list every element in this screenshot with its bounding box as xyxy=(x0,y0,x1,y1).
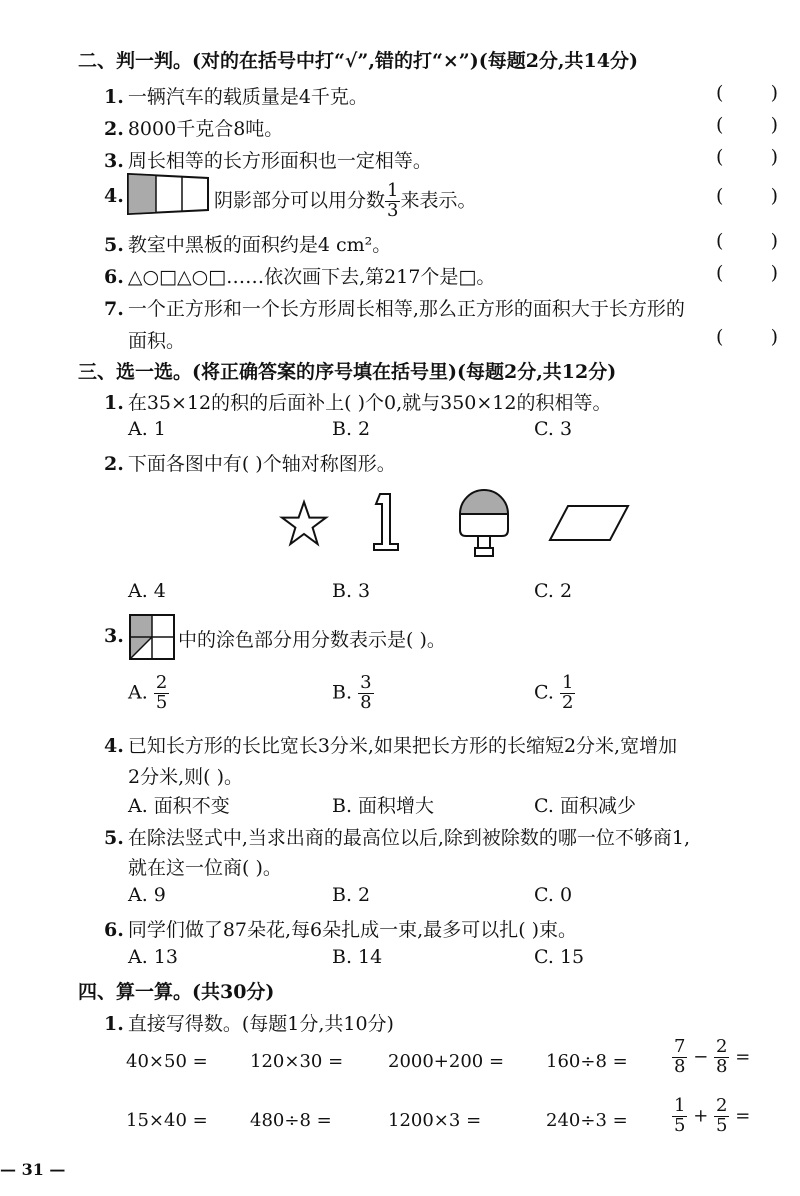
choice-q3-text: 中的涂色部分用分数表示是( )。 xyxy=(178,629,446,651)
choice-q4: 4. 已知长方形的长比宽长3分米,如果把长方形的长缩短2分米,宽增加 xyxy=(104,735,678,757)
judge-item-7: 7. 一个正方形和一个长方形周长相等,那么正方形的面积大于长方形的 xyxy=(104,298,685,320)
choice-q6: 6. 同学们做了87朵花,每6朵扎成一束,最多可以扎( )束。 xyxy=(104,919,578,941)
calc-item-9[interactable]: 240÷3 = xyxy=(546,1110,628,1131)
judge-item-2: 2. 8000千克合8吨。 xyxy=(104,118,284,140)
judge-item-4-text: 阴影部分可以用分数 $\frac{1}{3}$ 来表示。 xyxy=(214,180,477,221)
calc-item-8[interactable]: 1200×3 = xyxy=(388,1110,482,1131)
choice-q5: 5. 在除法竖式中,当求出商的最高位以后,除到被除数的哪一位不够商1, xyxy=(104,827,691,849)
digit-one-figure xyxy=(372,492,406,552)
answer-paren-4[interactable]: ( ) xyxy=(716,185,778,207)
section-4-title: 四、算一算。(共30分) xyxy=(78,981,275,1003)
calc-item-10[interactable]: $\frac{1}{5}$ + $\frac{2}{5}$ = xyxy=(674,1095,751,1136)
judge-item-7-cont: 面积。 xyxy=(128,330,186,352)
shaded-square-figure xyxy=(128,613,178,663)
calc-item-3[interactable]: 2000+200 = xyxy=(388,1051,505,1072)
choice-q3-option-c[interactable]: C. $\frac{1}{2}$ xyxy=(534,672,574,713)
judge-item-1: 1. 一辆汽车的载质量是4千克。 xyxy=(104,86,368,108)
answer-paren-3[interactable]: ( ) xyxy=(716,146,778,168)
answer-paren-5[interactable]: ( ) xyxy=(716,230,778,252)
judge-item-5: 5. 教室中黑板的面积约是4 cm²。 xyxy=(104,234,392,256)
choice-q5-option-b[interactable]: B. 2 xyxy=(332,884,371,906)
star-figure xyxy=(280,500,330,548)
calc-item-6[interactable]: 15×40 = xyxy=(126,1110,208,1131)
answer-paren-1[interactable]: ( ) xyxy=(716,82,778,104)
judge-item-6: 6. △○□△○□……依次画下去,第217个是□。 xyxy=(104,266,496,288)
page-number: — 31 — xyxy=(0,1160,66,1179)
choice-q1-option-b[interactable]: B. 2 xyxy=(332,418,371,440)
choice-q2: 2. 下面各图中有( )个轴对称图形。 xyxy=(104,453,396,475)
judge-item-3: 3. 周长相等的长方形面积也一定相等。 xyxy=(104,150,432,172)
calc-item-1[interactable]: 40×50 = xyxy=(126,1051,208,1072)
calc-item-5[interactable]: $\frac{7}{8}$ − $\frac{2}{8}$ = xyxy=(674,1036,751,1077)
trapezoid-figure xyxy=(126,172,214,218)
answer-paren-7[interactable]: ( ) xyxy=(716,326,778,348)
answer-paren-2[interactable]: ( ) xyxy=(716,114,778,136)
choice-q2-option-b[interactable]: B. 3 xyxy=(332,580,371,602)
answer-paren-6[interactable]: ( ) xyxy=(716,262,778,284)
choice-q4-option-c[interactable]: C. 面积减少 xyxy=(534,795,636,817)
choice-q5-option-c[interactable]: C. 0 xyxy=(534,884,573,906)
choice-q3-option-a[interactable]: A. $\frac{2}{5}$ xyxy=(128,672,168,713)
choice-q2-option-c[interactable]: C. 2 xyxy=(534,580,573,602)
mushroom-figure xyxy=(456,486,512,568)
choice-q4-option-b[interactable]: B. 面积增大 xyxy=(332,795,435,817)
choice-q3-option-b[interactable]: B. $\frac{3}{8}$ xyxy=(332,672,372,713)
choice-q4-cont: 2分米,则( )。 xyxy=(128,766,243,788)
choice-q3-num: 3. xyxy=(104,625,124,647)
parallelogram-figure xyxy=(548,504,632,544)
section-3-title: 三、选一选。(将正确答案的序号填在括号里)(每题2分,共12分) xyxy=(78,361,617,383)
choice-q6-option-b[interactable]: B. 14 xyxy=(332,946,383,968)
choice-q4-option-a[interactable]: A. 面积不变 xyxy=(128,795,230,817)
calc-item-7[interactable]: 480÷8 = xyxy=(250,1110,332,1131)
fraction-one-third: $\frac{1}{3}$ xyxy=(387,180,399,221)
choice-q5-cont: 就在这一位商( )。 xyxy=(128,857,282,879)
calc-item-4[interactable]: 160÷8 = xyxy=(546,1051,628,1072)
judge-item-4-num: 4. xyxy=(104,185,124,207)
choice-q6-option-c[interactable]: C. 15 xyxy=(534,946,585,968)
calc-q1: 1. 直接写得数。(每题1分,共10分) xyxy=(104,1013,394,1035)
choice-q1-option-c[interactable]: C. 3 xyxy=(534,418,573,440)
choice-q2-option-a[interactable]: A. 4 xyxy=(128,580,166,602)
calc-item-2[interactable]: 120×30 = xyxy=(250,1051,344,1072)
choice-q5-option-a[interactable]: A. 9 xyxy=(128,884,166,906)
choice-q6-option-a[interactable]: A. 13 xyxy=(128,946,178,968)
choice-q1: 1. 在35×12的积的后面补上( )个0,就与350×12的积相等。 xyxy=(104,392,612,414)
choice-q1-option-a[interactable]: A. 1 xyxy=(128,418,166,440)
section-2-title: 二、判一判。(对的在括号中打“√”,错的打“×”)(每题2分,共14分) xyxy=(78,50,638,72)
